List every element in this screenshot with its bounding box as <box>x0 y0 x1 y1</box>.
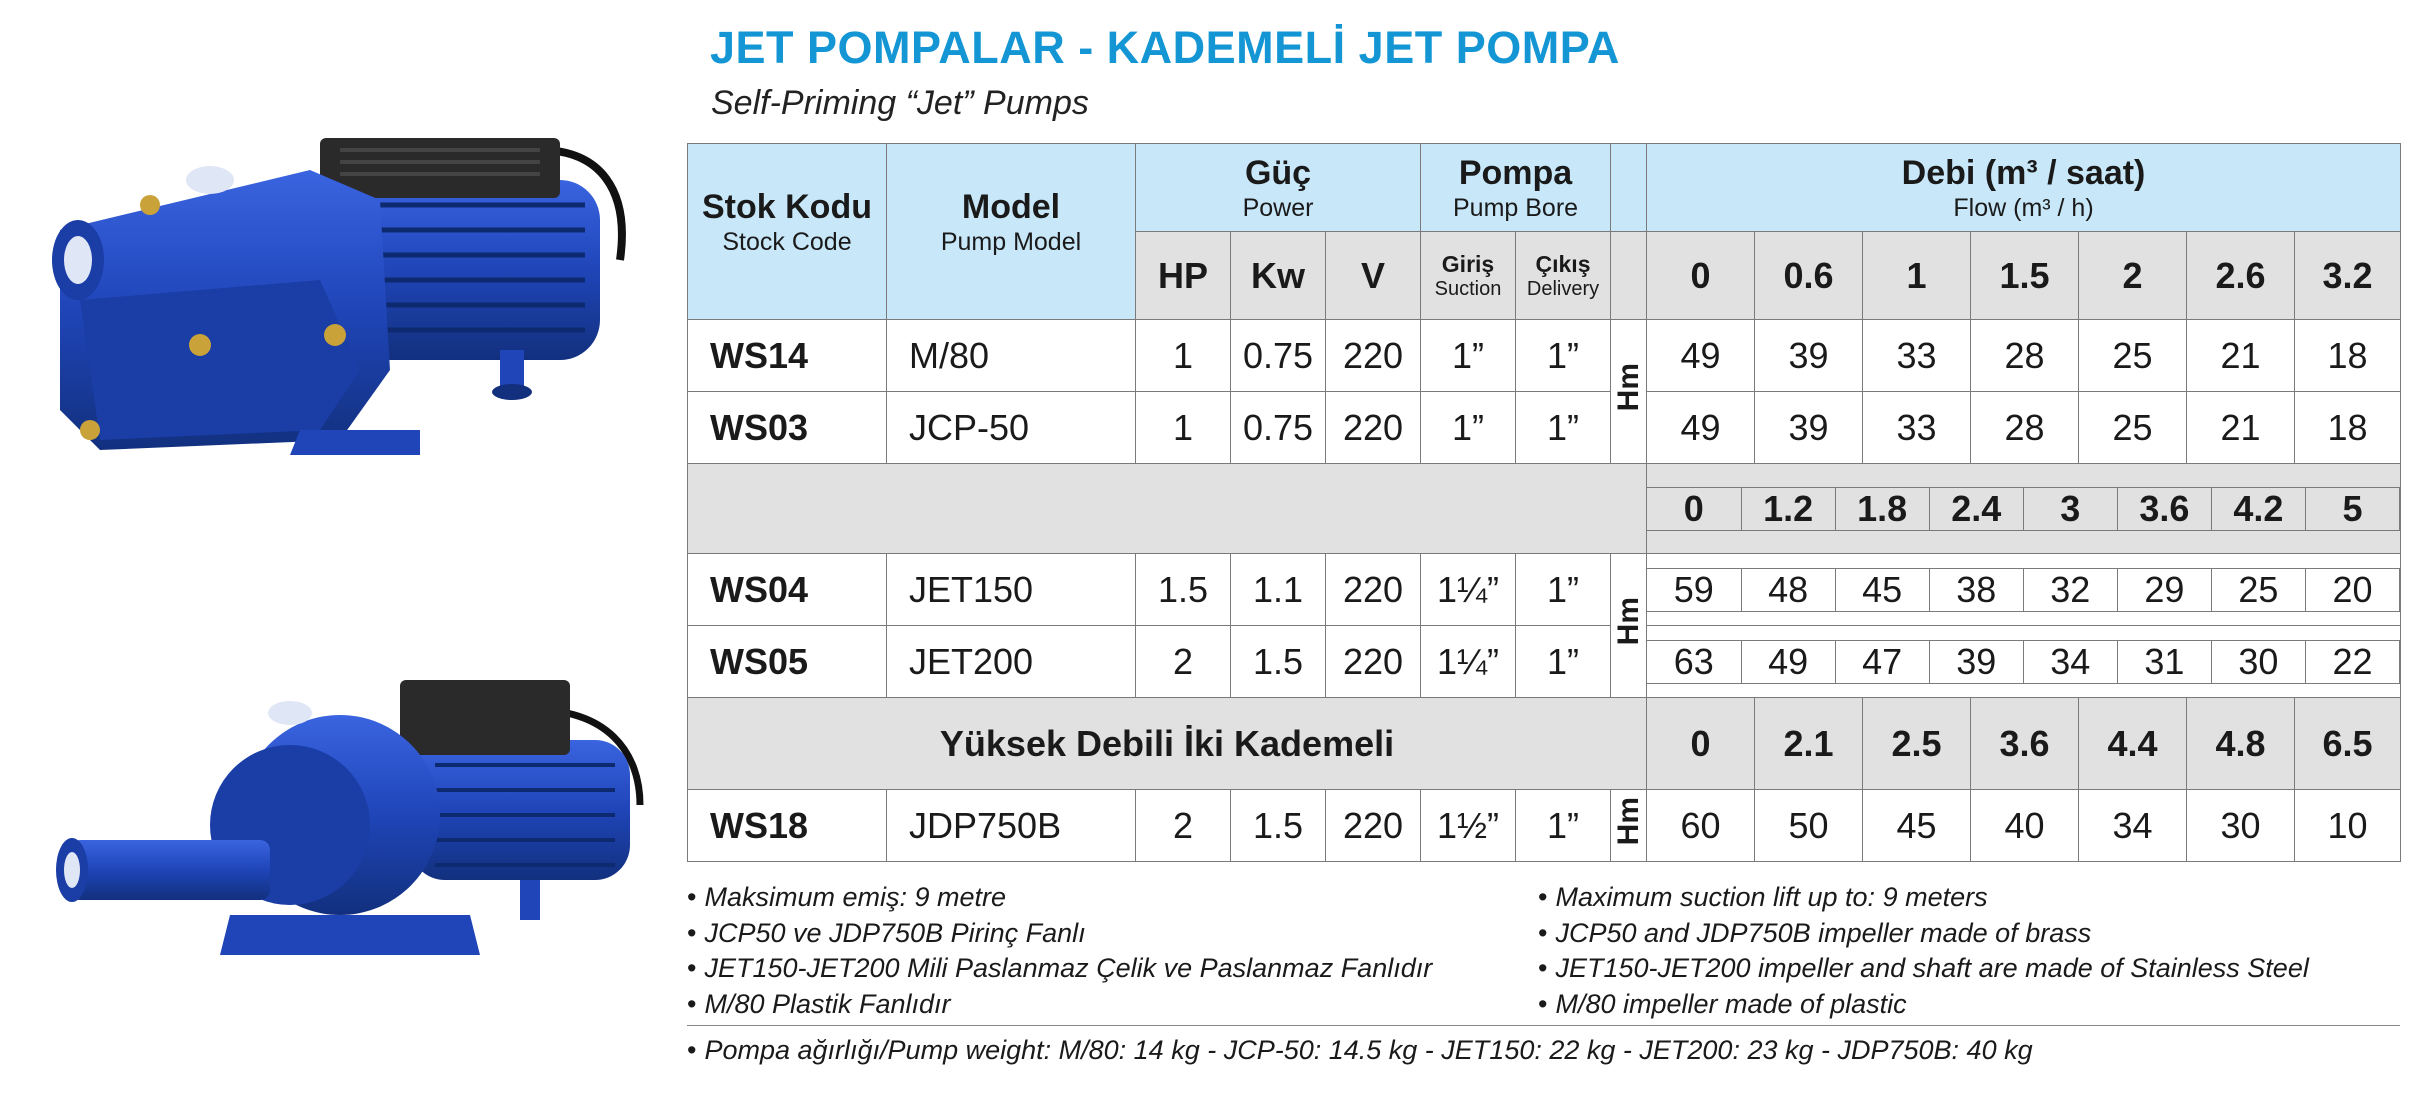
head-value: 18 <box>2295 320 2401 392</box>
delivery-value: 1” <box>1516 790 1611 862</box>
note-item: • JET150-JET200 Mili Paslanmaz Çelik ve Paslanmaz Fanlıdır <box>687 953 1433 983</box>
flow-value: 0 <box>1647 232 1755 320</box>
table-row <box>688 790 2401 862</box>
hp-value: 2 <box>1136 790 1231 862</box>
table-row <box>688 626 2401 698</box>
flow-value: 2.6 <box>2187 232 2295 320</box>
header-spacer-2 <box>1611 232 1647 320</box>
delivery-value: 1” <box>1516 626 1611 698</box>
stock-code: WS03 <box>688 392 887 464</box>
head-value: 38 <box>1929 568 2023 611</box>
note-item: • Maximum suction lift up to: 9 meters <box>1538 882 1988 912</box>
flow-value: 3.6 <box>1971 698 2079 790</box>
head-value: 63 <box>1647 640 1741 683</box>
head-value: 30 <box>2211 640 2305 683</box>
head-value: 50 <box>1755 790 1863 862</box>
head-value: 39 <box>1755 392 1863 464</box>
head-value: 28 <box>1971 320 2079 392</box>
pump-image-bottom <box>50 665 660 985</box>
head-unit-label: Hm <box>1611 790 1647 862</box>
model-name: JET200 <box>887 626 1136 698</box>
header-suction: Giriş Suction <box>1421 232 1516 320</box>
kw-value: 0.75 <box>1231 320 1326 392</box>
head-value: 39 <box>1929 640 2023 683</box>
head-value: 39 <box>1755 320 1863 392</box>
delivery-value: 1” <box>1516 320 1611 392</box>
head-value: 33 <box>1863 392 1971 464</box>
head-value: 45 <box>1863 790 1971 862</box>
note-item: • M/80 impeller made of plastic <box>1538 988 1907 1019</box>
flow-value: 1.2 <box>1741 487 1835 530</box>
header-hp: HP <box>1136 232 1231 320</box>
kw-value: 1.5 <box>1231 790 1326 862</box>
head-value: 60 <box>1647 790 1755 862</box>
head-value: 40 <box>1971 790 2079 862</box>
header-v: V <box>1326 232 1421 320</box>
header-flow: Debi (m³ / saat) Flow (m³ / h) <box>1647 144 2401 232</box>
suction-value: 1” <box>1421 392 1516 464</box>
hp-value: 1.5 <box>1136 554 1231 626</box>
note-item: • M/80 Plastik Fanlıdır <box>687 988 951 1019</box>
flow-value: 4.8 <box>2187 698 2295 790</box>
note-item: • JET150-JET200 impeller and shaft are made of Stainless Steel <box>1538 953 2309 983</box>
section-header-blank <box>688 464 1647 554</box>
flow-value: 1.8 <box>1835 487 1929 530</box>
flow-value: 1.5 <box>1971 232 2079 320</box>
head-value: 25 <box>2211 568 2305 611</box>
flow-value: 2.4 <box>1929 487 2023 530</box>
head-value: 45 <box>1835 568 1929 611</box>
head-value: 59 <box>1647 568 1741 611</box>
flow-value: 4.2 <box>2211 487 2305 530</box>
head-value: 49 <box>1647 320 1755 392</box>
flow-value: 2 <box>2079 232 2187 320</box>
flow-value: 4.4 <box>2079 698 2187 790</box>
flow-value: 1 <box>1863 232 1971 320</box>
stock-code: WS05 <box>688 626 887 698</box>
note-item: • JCP50 ve JDP750B Pirinç Fanlı <box>687 917 1086 948</box>
head-unit-label: Hm <box>1611 320 1647 464</box>
page-subtitle: Self-Priming “Jet” Pumps <box>711 84 1089 122</box>
model-name: JDP750B <box>887 790 1136 862</box>
head-value: 21 <box>2187 392 2295 464</box>
header-delivery: Çıkış Delivery <box>1516 232 1611 320</box>
flow-value: 2.5 <box>1863 698 1971 790</box>
model-name: JCP-50 <box>887 392 1136 464</box>
spec-table <box>687 143 2401 862</box>
head-value: 22 <box>2305 640 2399 683</box>
table-row <box>688 392 2401 464</box>
suction-value: 1¼” <box>1421 554 1516 626</box>
head-value: 21 <box>2187 320 2295 392</box>
suction-value: 1½” <box>1421 790 1516 862</box>
voltage-value: 220 <box>1326 554 1421 626</box>
group2-flow-header <box>1647 464 2401 554</box>
voltage-value: 220 <box>1326 320 1421 392</box>
head-value: 25 <box>2079 320 2187 392</box>
header-pump-bore: Pompa Pump Bore <box>1421 144 1611 232</box>
head-value: 31 <box>2117 640 2211 683</box>
hp-value: 1 <box>1136 392 1231 464</box>
head-value: 48 <box>1741 568 1835 611</box>
header-model: Model Pump Model <box>887 144 1136 320</box>
header-kw: Kw <box>1231 232 1326 320</box>
head-value: 33 <box>1863 320 1971 392</box>
pump-image-top <box>40 110 640 470</box>
kw-value: 1.1 <box>1231 554 1326 626</box>
voltage-value: 220 <box>1326 790 1421 862</box>
header-spacer <box>1611 144 1647 232</box>
head-value: 29 <box>2117 568 2211 611</box>
delivery-value: 1” <box>1516 554 1611 626</box>
stock-code: WS18 <box>688 790 887 862</box>
flow-value: 0 <box>1647 487 1741 530</box>
head-value: 28 <box>1971 392 2079 464</box>
head-unit-label: Hm <box>1611 554 1647 698</box>
stock-code: WS04 <box>688 554 887 626</box>
suction-value: 1¼” <box>1421 626 1516 698</box>
header-power: Güç Power <box>1136 144 1421 232</box>
table-row <box>688 554 2401 626</box>
kw-value: 0.75 <box>1231 392 1326 464</box>
pump-weight-note: • Pompa ağırlığı/Pump weight: M/80: 14 kg - JCP-50: 14.5 kg - JET150: 22 kg - JET200: 23 kg - JDP750B: 40 kg <box>687 1035 2033 1065</box>
group2-heads <box>1647 554 2401 626</box>
head-value: 30 <box>2187 790 2295 862</box>
head-value: 18 <box>2295 392 2401 464</box>
flow-value: 5 <box>2305 487 2399 530</box>
delivery-value: 1” <box>1516 392 1611 464</box>
flow-value: 3.2 <box>2295 232 2401 320</box>
model-name: JET150 <box>887 554 1136 626</box>
model-name: M/80 <box>887 320 1136 392</box>
voltage-value: 220 <box>1326 626 1421 698</box>
voltage-value: 220 <box>1326 392 1421 464</box>
kw-value: 1.5 <box>1231 626 1326 698</box>
head-value: 49 <box>1647 392 1755 464</box>
head-value: 32 <box>2023 568 2117 611</box>
table-row <box>688 320 2401 392</box>
notes-turkish <box>687 880 1432 1022</box>
flow-value: 3.6 <box>2117 487 2211 530</box>
header-stock-code: Stok Kodu Stock Code <box>688 144 887 320</box>
group-title-two-stage: Yüksek Debili İki Kademeli <box>688 698 1647 790</box>
hp-value: 1 <box>1136 320 1231 392</box>
flow-value: 6.5 <box>2295 698 2401 790</box>
flow-value: 2.1 <box>1755 698 1863 790</box>
head-value: 49 <box>1741 640 1835 683</box>
head-value: 34 <box>2079 790 2187 862</box>
head-value: 10 <box>2295 790 2401 862</box>
head-value: 47 <box>1835 640 1929 683</box>
head-value: 20 <box>2305 568 2399 611</box>
head-value: 34 <box>2023 640 2117 683</box>
notes-english <box>1538 880 2309 1022</box>
flow-value: 0.6 <box>1755 232 1863 320</box>
suction-value: 1” <box>1421 320 1516 392</box>
notes-divider <box>687 1025 2400 1026</box>
note-item: • Maksimum emiş: 9 metre <box>687 882 1007 912</box>
head-value: 25 <box>2079 392 2187 464</box>
flow-value: 0 <box>1647 698 1755 790</box>
group2-heads <box>1647 626 2401 698</box>
note-item: • JCP50 and JDP750B impeller made of brass <box>1538 917 2092 948</box>
flow-value: 3 <box>2023 487 2117 530</box>
stock-code: WS14 <box>688 320 887 392</box>
hp-value: 2 <box>1136 626 1231 698</box>
page-title: JET POMPALAR - KADEMELİ JET POMPA <box>710 22 1620 73</box>
